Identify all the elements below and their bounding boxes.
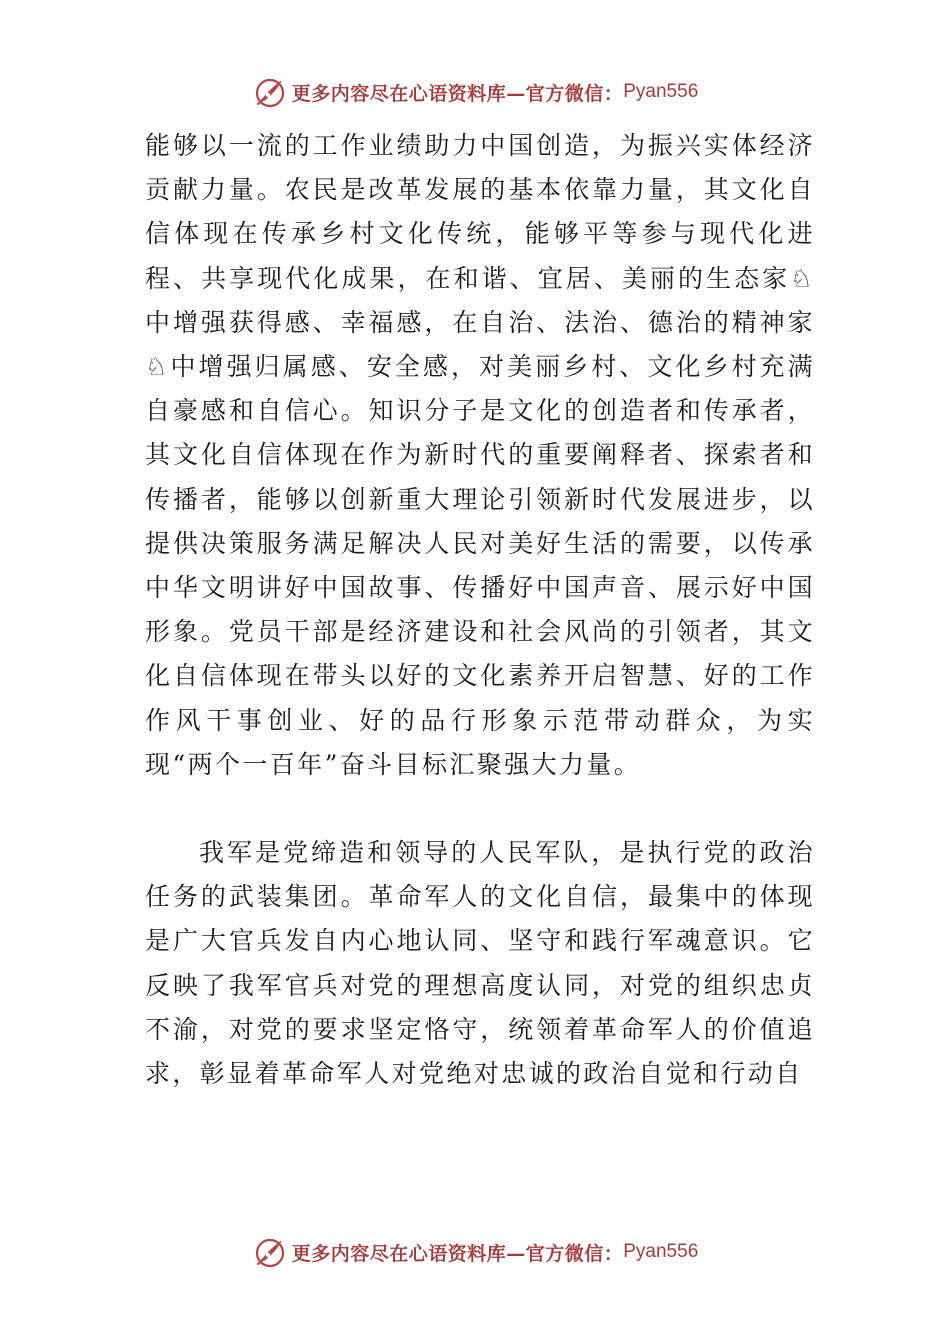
paragraph-spacer [145,787,815,831]
body-paragraph-2: 我军是党缔造和领导的人民军队，是执行党的政治任务的武装集团。革命军人的文化自信，最集中的体现是广大官兵发自内心地认同、坚守和践行军魂意识。它反映了我军官兵对党的理想高度认同，对党的组织忠贞不渝，对党的要求坚定恪守，统领着革命军人的价值追求，彰显着革命军人对党绝对忠诚的政治自觉和行动自 [145,838,815,1089]
page-header-banner [0,72,950,112]
footer-wechat-id: Pyan556 [623,1241,699,1262]
footer-banner-inner [252,1234,699,1270]
header-site-text: 更多内容尽在心语资料库—官方微信： [291,82,624,105]
body-paragraph-1: 能够以一流的工作业绩助力中国创造，为振兴实体经济贡献力量。农民是改革发展的基本依靠力量，其文化自信体现在传承乡村文化传统，能够平等参与现代化进程、共享现代化成果，在和谐、宜居、美丽的生态家♘中增强获得感、幸福感，在自治、法治、德治的精神家♘中增强归属感、安全感，对美丽乡村、文化乡村充满自豪感和自信心。知识分子是文化的创造者和传承者，其文化自信体现在作为新时代的重要阐释者、探索者和传播者，能够以创新重大理论引领新时代发展进步，以提供决策服务满足解决人民对美好生活的需要，以传承中华文明讲好中国故事、传播好中国声音、展示好中国形象。党员干部是经济建设和社会风尚的引领者，其文化自信体现在带头以好的文化素养开启智慧、好的工作作风干事创业、好的品行形象示范带动群众，为实现“两个一百年”奋斗目标汇聚强大力量。 [145,131,815,779]
header-banner-inner [252,74,699,110]
page-footer-banner [0,1232,950,1272]
document-body [145,124,815,1096]
quill-pen-logo-icon [252,74,288,110]
quill-pen-logo-icon [252,1234,288,1270]
footer-site-text: 更多内容尽在心语资料库—官方微信： [291,1242,624,1265]
header-wechat-id: Pyan556 [623,81,699,102]
